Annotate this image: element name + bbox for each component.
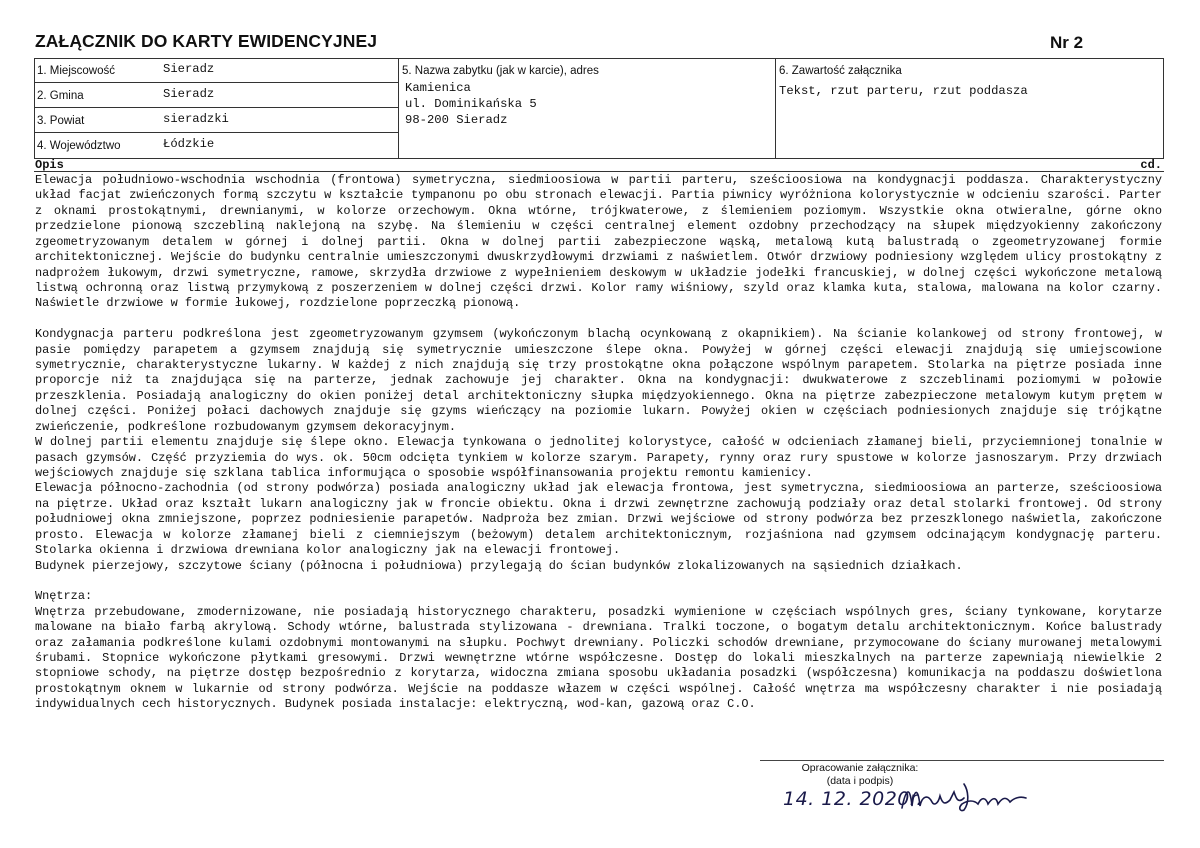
metadata-table bbox=[34, 58, 1164, 159]
field-value-wojewodztwo: Łódzkie bbox=[163, 137, 215, 151]
paragraph-gap bbox=[35, 574, 1162, 589]
field-value-powiat: sieradzki bbox=[163, 112, 229, 126]
field-label-zawartosc: 6. Zawartość załącznika bbox=[779, 65, 902, 77]
paragraph-front-elevation: Elewacja południowo-wschodnia wschodnia (frontowa) symetryczna, siedmioosiowa w partii parteru, sześcioosiowa na kondygnacji poddasza. Charakterystyczny układ facjat zwieńczonych formą szczytu w kształcie tympanonu po obu stronach elewacji. Partia piwnicy wyróżniona kolorystycznie w odcieniu szarości. Parter z oknami prostokątnymi, drewnianymi, w kolorze orzechowym. Okna wtórne, trójkwaterowe, z ślemieniem poziomym. Wszystkie okna otwieralne, górne okno przedzielone pionową szczebliną naklejoną na szybę. Na ślemieniu w części centralnej element ozdobny przechodzący na słupek międzyokienny zakończony zgeometryzowanym detalem w górnej i dolnej partii. Okna w dolnej partii zabezpieczone wąską, metalową kutą balustradą o zgeometryzowanej formie architektonicznej. Wejście do budynku centralnie umieszczonymi dwuskrzydłowymi drzwiami z naświetlem. Otwór drzwiowy podniesiony względem ulicy prostokątny z nadprożem łukowym, drzwi symetryczne, ramowe, skrzydła drzwiowe z wypełnieniem deskowym w układzie jodełki francuskiej, w dolnej części wykończone metalową listwą ochronną oraz listwą przymykową z poszerzeniem w dolnej części drzwi. Kolor ramy wiśniowy, szyld oraz klamka kuta, stalowa, malowana na kolor czarny. Naświetle drzwiowe w formie łukowej, rozdzielone poprzeczką pionową. bbox=[35, 173, 1162, 311]
table-divider bbox=[35, 82, 398, 83]
field-value-miejscowosc: Sieradz bbox=[163, 62, 215, 76]
opis-label: Opis bbox=[35, 158, 64, 172]
paragraph-interiors: Wnętrza przebudowane, zmodernizowane, nie posiadają historycznego charakteru, posadzki wymienione w częściach wspólnych gres, ściany tynkowane, korytarze malowane na biało farbą akrylową. Schody wtórne, balustrada stylizowana - drewniana. Tralki toczone, o bogatym detalu architektonicznym. Końce balustrady oraz załamania podkreślone kulami ozdobnymi montowanymi na słupku. Pochwyt drewniany. Policzki schodów drewniane, przymocowane do ściany murowanej metalowymi śrubami. Stopnice wykończone płytkami gresowymi. Drzwi wewnętrzne wtórne współczesne. Dostęp do lokali mieszkalnych na parterze zapewniają niewielkie 2 stopniowe schody, na piętrze dostęp bezpośrednio z korytarza, widoczna zmiana sposobu układania posadzki (współczesna) komunikacja na poddaszu doświetlona prostokątnym oknem w lukarnie od strony podwórza. Wejście na poddasze włazem w części wspólnej. Całość wnętrza ma współczesny charakter i nie posiadają indywidualnych cech historycznych. Budynek posiada instalacje: elektryczną, wod-kan, gazową oraz C.O. bbox=[35, 604, 1162, 712]
field-value-gmina: Sieradz bbox=[163, 87, 215, 101]
paragraph-ground-floor: Kondygnacja parteru podkreślona jest zgeometryzowanym gzymsem (wykończonym blachą ocynkowaną z okapnikiem). Na ścianie kolankowej od strony frontowej, w pasie pomiędzy parapetem a gzymsem znajdują się symetrycznie umieszczone ślepe okna. Powyżej w górnej części elewacji znajdują się umiejscowione symetrycznie, charakterystyczne lukarny. W każdej z nich znajdują się trzy prostokątne okna połączone wspólnym parapetem. Stolarka na piętrze posiada inne proporcje niż ta znajdująca się na parterze, jednak zachowuje jej charakter. Okna na kondygnacji: dwukwaterowe z szczeblinami poziomymi w połowie przeszklenia. Posiadają analogiczny do okien poniżej detal architektoniczny słupka międzyokiennego. Okna na piętrze zabezpieczone metalowym kutym prętem w dolnej części. Poniżej połaci dachowych znajduje się gzyms wieńczący na poziomie lukarn. Powyżej okien w częściach podniesionych znajduje się trójkątne zwieńczenie, podkreślone rozbudowanym gzymsem dekoracyjnym. bbox=[35, 327, 1162, 434]
field-label-miejscowosc: 1. Miejscowość bbox=[37, 65, 115, 77]
field-value-nazwa-line1: Kamienica bbox=[405, 81, 471, 95]
field-label-nazwa: 5. Nazwa zabytku (jak w karcie), adres bbox=[402, 65, 599, 77]
field-value-nazwa-line2: ul. Dominikańska 5 bbox=[405, 97, 537, 111]
signature-rule bbox=[760, 760, 1164, 761]
opis-header bbox=[34, 158, 1164, 172]
table-divider bbox=[398, 59, 399, 158]
document-number: Nr 2 bbox=[1050, 33, 1084, 52]
signature-label-line1: Opracowanie załącznika: bbox=[801, 762, 919, 774]
signature-date: 14. 12. 2020r. bbox=[783, 788, 923, 810]
paragraph-lower-part: W dolnej partii elementu znajduje się ślepe okno. Elewacja tynkowana o jednolitej kolorystyce, całość w odcieniach złamanej bieli, przyciemnionej tonalnie w pasach gzymsów. Część przyziemia do wys. ok. 50cm odcięta tynkiem w kolorze szarym. Parapety, rynny oraz rury spustowe w kolorze jasnoszarym. Przy drzwiach wejściowych znajduje się szklana tablica informująca o sposobie współfinansowania projektu remontu kamienicy. bbox=[35, 435, 1162, 480]
table-divider bbox=[775, 59, 776, 158]
continued-marker: cd. bbox=[1140, 158, 1162, 172]
table-divider bbox=[35, 107, 398, 108]
paragraph-rear-elevation: Elewacja północno-zachodnia (od strony podwórza) posiada analogiczny układ jak elewacja frontowa, jest symetryczna, siedmioosiowa an parterze, sześcioosiowa na piętrze. Układ oraz kształt lukarn analogiczny jak w froncie obiektu. Okna i drzwi zewnętrzne zachowują podziały oraz detal stolarki frontowej. Od strony południowej okna zmniejszone, poprzez podniesienie parapetów. Nadproża bez zmian. Drzwi wejściowe od strony podwórza bez przeszklonego naświetla, zakończone prosto. Elewacja w kolorze złamanej bieli z ciemniejszym (beżowym) detalem architektonicznym, rozjaśniona nad gzymsem odcinającym kondygnację parteru. Stolarka okienna i drzwiowa drewniana kolor analogiczny jak na elewacji frontowej. bbox=[35, 481, 1162, 558]
field-label-gmina: 2. Gmina bbox=[37, 90, 84, 102]
paragraph-interiors-heading: Wnętrza: bbox=[35, 589, 93, 604]
description-body bbox=[35, 173, 1162, 713]
field-value-zawartosc: Tekst, rzut parteru, rzut poddasza bbox=[779, 84, 1028, 98]
signature-label-line2: (data i podpis) bbox=[826, 775, 894, 787]
paragraph-building-type: Budynek pierzejowy, szczytowe ściany (północna i południowa) przylegają do ścian budynków zlokalizowanych na sąsiednich działkach. bbox=[35, 558, 963, 573]
field-label-wojewodztwo: 4. Województwo bbox=[37, 140, 121, 152]
document-title: ZAŁĄCZNIK DO KARTY EWIDENCYJNEJ bbox=[35, 31, 378, 51]
field-value-nazwa-line3: 98-200 Sieradz bbox=[405, 113, 508, 127]
field-label-powiat: 3. Powiat bbox=[37, 115, 85, 127]
paragraph-gap bbox=[35, 312, 1162, 327]
handwritten-signature bbox=[898, 778, 1038, 823]
table-divider bbox=[35, 132, 398, 133]
